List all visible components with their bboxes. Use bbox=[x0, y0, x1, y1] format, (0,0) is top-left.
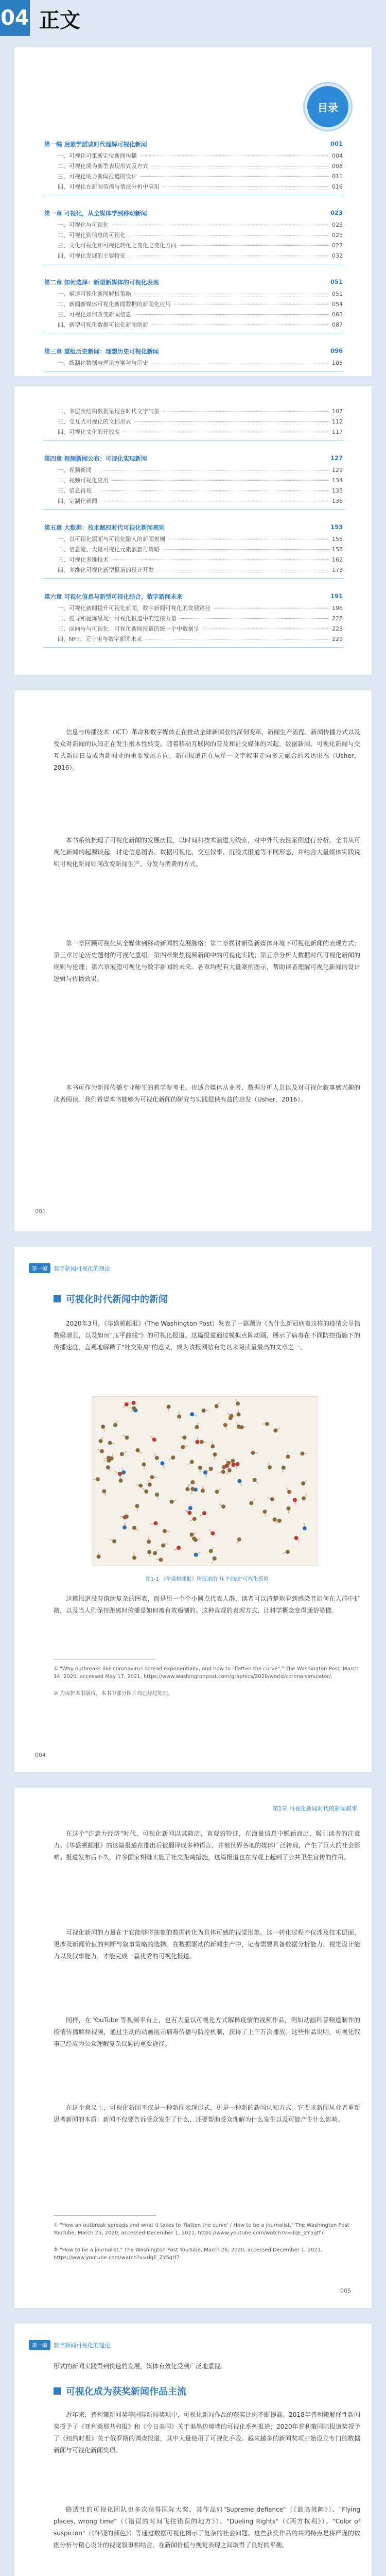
person-dot bbox=[209, 1549, 213, 1553]
toc-part-heading[interactable] bbox=[44, 523, 343, 532]
person-dot bbox=[99, 1439, 103, 1443]
toc-entry[interactable] bbox=[58, 624, 343, 633]
person-dot bbox=[155, 1456, 159, 1460]
running-text: 数字新闻可视化的理论 bbox=[54, 2342, 110, 2349]
person-dot bbox=[195, 1425, 199, 1429]
footnote-text: "Why outbreaks like coronavirus spread exponentially, and how to "flatten the curve"." The Washington Post. March 14, 2020. accessed May 17, 2021, https://www.washingtonpost.com/graphics/2020/world/corona-simulator/. bbox=[54, 1666, 359, 1680]
person-dot bbox=[202, 1409, 206, 1413]
toc-entry-page: 023 bbox=[332, 222, 343, 228]
toc-leader bbox=[134, 314, 329, 315]
footnote-1 bbox=[54, 2222, 360, 2237]
toc-entry[interactable] bbox=[58, 486, 343, 495]
toc-entry-page: 107 bbox=[332, 408, 343, 415]
person-dot bbox=[300, 1451, 304, 1455]
person-dot bbox=[213, 1452, 217, 1456]
person-dot bbox=[286, 1550, 290, 1554]
toc-entry-title: 一、可视化可重新定位新闻传播 bbox=[58, 152, 137, 159]
toc-entry[interactable] bbox=[58, 604, 343, 612]
toc-entry-page: 087 bbox=[332, 321, 343, 328]
toc-divider bbox=[43, 578, 344, 579]
toc-entry-title: 二、新闻新媒体可视化新闻数据的新闻化应用 bbox=[58, 301, 171, 308]
toc-entry-page: 158 bbox=[332, 546, 343, 553]
footnote-text: "How an outbreak spreads and what it takes to 'flatten the curve' / How to be a journalist," The Washington Post YouTube, March 25, 2020, accessed December 1, 2021, https://www.youtube.com/watch?v=dqE_ZY5gtf7 bbox=[54, 2223, 349, 2236]
toc-entry[interactable] bbox=[58, 320, 343, 329]
body-page-3 bbox=[14, 1788, 372, 2308]
toc-entry-title: 四、多维化可视化新型报道的设计开发 bbox=[58, 567, 154, 573]
person-dot bbox=[113, 1423, 117, 1427]
figure-dot-simulation bbox=[92, 1396, 318, 1566]
person-dot bbox=[102, 1489, 106, 1494]
toc-entry-page: 027 bbox=[332, 242, 343, 249]
paragraph: 第一章回顾可视化从全媒体到移动新闻的发展脉络；第二章探讨新型新媒体环境下可视化新闻的表现方式；第三章讨论历史题材的可视化重组；第四章聚焦视频新闻中的可视化实践；第五章分析大数据时代可视化新闻的规则与伦理；第六章展望可视化与数字新闻的未来。各章均配有大量案例图示，帮助读者理解可视化新闻的设计逻辑与传播效果。 bbox=[54, 940, 360, 982]
person-dot bbox=[159, 1558, 163, 1562]
person-dot bbox=[198, 1466, 202, 1470]
toc-entry-page: 025 bbox=[332, 232, 343, 239]
toc-entry-page: 162 bbox=[332, 556, 343, 563]
toc-entry-title: 四、NFT、元宇宙与数字新闻未来 bbox=[58, 636, 143, 642]
toc-entry[interactable] bbox=[58, 162, 343, 170]
toc-entry[interactable] bbox=[58, 476, 343, 484]
section-title bbox=[54, 2384, 186, 2398]
paragraph: 这篇报道没有借助复杂的图表，而是用一个个小圆点代表人群，读者可以清楚地看到感染者如何在人群中扩散，以及当人们保持距离时传播是如何被有效遏制的。这种直观的表现方式，让科学概念变得通俗易懂。 bbox=[54, 1595, 360, 1614]
person-dot bbox=[132, 1526, 136, 1530]
person-dot bbox=[122, 1526, 127, 1530]
person-dot bbox=[203, 1470, 207, 1475]
page-number: 005 bbox=[340, 2287, 351, 2294]
toc-entry-page: 155 bbox=[332, 536, 343, 543]
person-dot bbox=[237, 1537, 241, 1541]
toc-entry[interactable] bbox=[58, 251, 343, 260]
footnote-text: 为保护本书版权，本书中部分图片均已经过处理。 bbox=[60, 1691, 173, 1697]
person-dot bbox=[273, 1429, 277, 1433]
toc-entry[interactable] bbox=[58, 310, 343, 318]
running-text: 数字新闻可视化的理论 bbox=[54, 1265, 110, 1272]
toc-entry-page: 016 bbox=[332, 183, 343, 190]
footnote-1 bbox=[54, 1665, 360, 1681]
person-dot bbox=[108, 1441, 112, 1445]
person-dot bbox=[136, 1448, 140, 1452]
toc-entry[interactable] bbox=[58, 614, 343, 622]
toc-part-page: 096 bbox=[330, 347, 343, 354]
toc-entry[interactable] bbox=[58, 635, 343, 643]
person-dot bbox=[187, 1511, 191, 1515]
toc-entry-page: 051 bbox=[332, 291, 343, 297]
toc-badge: 目录 bbox=[305, 83, 351, 130]
person-dot bbox=[282, 1466, 286, 1470]
toc-entry-page: 105 bbox=[332, 360, 343, 366]
toc-leader bbox=[134, 421, 329, 422]
person-dot bbox=[287, 1490, 291, 1494]
toc-entry[interactable] bbox=[58, 545, 343, 553]
toc-entry[interactable] bbox=[58, 172, 343, 180]
person-dot bbox=[177, 1415, 181, 1419]
person-dot bbox=[112, 1539, 116, 1544]
paragraph: 在这个"注意力经济"时代，可视化新闻以其简洁、直观的特征，在海量信息中脱颖而出，吸引读者的注意力。《华盛顿邮报》的这篇报道在推出后被翻译成多种语言，并被世界各地的媒体广泛转载，产生了巨大的社会影响。报道发布后不久，许多国家相继实施了社交距离措施，这篇报道也在客观上起到了公共卫生宣传的作用。 bbox=[54, 1830, 360, 1861]
person-dot bbox=[138, 1483, 143, 1487]
person-dot bbox=[170, 1500, 174, 1504]
toc-part-title: 第一章 可视化，从全媒体学到移动新闻 bbox=[44, 210, 147, 217]
person-dot bbox=[96, 1477, 100, 1481]
paragraph: 形式的新闻实践得到快速的发展，媒体有效化受到广泛地重视。 bbox=[54, 2363, 227, 2370]
toc-entry[interactable] bbox=[58, 466, 343, 474]
person-dot bbox=[192, 1517, 197, 1521]
toc-leader bbox=[180, 618, 329, 619]
toc-entry[interactable] bbox=[58, 359, 343, 367]
person-dot bbox=[125, 1402, 129, 1406]
person-dot bbox=[190, 1460, 194, 1464]
footnote-rule bbox=[54, 2215, 156, 2216]
toc-entry-page: 032 bbox=[332, 252, 343, 259]
toc-entry-title: 一、视频新闻 bbox=[58, 467, 92, 473]
toc-entry-page: 054 bbox=[332, 301, 343, 308]
toc-entry-page: 004 bbox=[332, 152, 343, 159]
toc-entry[interactable] bbox=[58, 497, 343, 505]
person-dot bbox=[200, 1440, 204, 1444]
toc-entry-page: 011 bbox=[332, 173, 343, 180]
toc-entry[interactable] bbox=[58, 555, 343, 564]
toc-leader bbox=[180, 245, 329, 246]
toc-part-heading[interactable] bbox=[44, 454, 343, 463]
section-marker bbox=[54, 2387, 61, 2395]
person-dot bbox=[213, 1556, 217, 1561]
body-page-2 bbox=[14, 1247, 372, 1772]
person-dot bbox=[121, 1470, 126, 1475]
person-dot bbox=[171, 1455, 175, 1460]
toc-entry-page: 229 bbox=[332, 636, 343, 642]
toc-part-heading[interactable] bbox=[44, 347, 343, 355]
person-dot bbox=[251, 1451, 255, 1455]
person-dot bbox=[235, 1462, 239, 1466]
toc-entry[interactable] bbox=[58, 407, 343, 415]
toc-entry-title: 一、可视化与可视化 bbox=[58, 222, 109, 228]
page-number: 004 bbox=[35, 1752, 46, 1758]
person-dot bbox=[100, 1449, 104, 1453]
person-dot bbox=[202, 1511, 206, 1515]
toc-entry-title: 三、可视化多维技术 bbox=[58, 556, 109, 563]
person-dot bbox=[236, 1412, 240, 1416]
person-dot bbox=[265, 1422, 269, 1426]
toc-leader bbox=[140, 176, 329, 177]
toc-part-heading[interactable] bbox=[44, 278, 343, 286]
person-dot bbox=[119, 1479, 123, 1483]
person-dot bbox=[301, 1481, 305, 1485]
footnote-marker: ② bbox=[54, 2247, 60, 2253]
person-dot bbox=[209, 1467, 213, 1471]
toc-entry-page: 135 bbox=[332, 487, 343, 494]
toc-entry-page: 196 bbox=[332, 605, 343, 612]
toc-part-page: 023 bbox=[330, 209, 343, 216]
running-head bbox=[273, 1804, 358, 1812]
person-dot bbox=[182, 1435, 186, 1439]
toc-entry-title: 一、纸制化数据与理论方案与与历史 bbox=[58, 360, 148, 366]
section-title bbox=[54, 1292, 168, 1306]
person-dot bbox=[185, 1487, 189, 1491]
person-dot bbox=[177, 1546, 181, 1550]
toc-entry[interactable] bbox=[58, 290, 343, 298]
toc-entry-page: 134 bbox=[332, 477, 343, 484]
toc-entry[interactable] bbox=[58, 566, 343, 574]
section-marker bbox=[54, 1295, 61, 1302]
paragraph: 同样，在 YouTube 等视频平台上，也有大量以可视化方式解释疫情的视频作品，例如动画科普频道制作的疫情传播解释视频，通过生动的动画展示病毒传播与防控机制，获得了上千万次播放。这些作品说明，可视化叙事已经成为公众理解复杂议题的重要途径。 bbox=[54, 2016, 360, 2047]
person-dot bbox=[147, 1550, 151, 1554]
toc-entry-title: 三、面向与与可视化：可视化新闻报道的统一个中数据呈 bbox=[58, 625, 199, 632]
toc-part-heading[interactable] bbox=[44, 592, 343, 601]
toc-entry-title: 二、视频可视化应用 bbox=[58, 477, 109, 484]
toc-entry-title: 三、可视化如何改变新闻信息 bbox=[58, 311, 131, 318]
toc-leader bbox=[163, 411, 329, 412]
page-number: 001 bbox=[35, 1208, 46, 1215]
toc-entry[interactable] bbox=[58, 182, 343, 191]
person-dot bbox=[263, 1510, 267, 1514]
person-dot bbox=[194, 1553, 198, 1557]
person-dot bbox=[148, 1483, 152, 1487]
paragraph: 本书可作为新闻传播专业师生的教学参考书，也适合媒体从业者、数据分析人员以及对可视化叙事感兴趣的读者阅读。我们希望本书能够为可视化新闻的研究与实践提供有益的启发（Usher，2016）。 bbox=[54, 1084, 360, 1103]
person-dot bbox=[125, 1515, 129, 1519]
person-dot bbox=[221, 1470, 225, 1474]
toc-entry-title: 四、可视化在新闻传播与情报分析中应用 bbox=[58, 183, 160, 190]
toc-entry[interactable] bbox=[58, 241, 343, 249]
toc-entry-title: 二、可视化成为新型表现形式及方式 bbox=[58, 163, 148, 170]
person-dot bbox=[153, 1551, 157, 1555]
chapter-number: 04 bbox=[0, 0, 30, 36]
person-dot bbox=[302, 1496, 306, 1500]
person-dot bbox=[125, 1436, 129, 1440]
toc-entry-page: 063 bbox=[332, 311, 343, 318]
section-title-text: 可视化时代新闻中的新闻 bbox=[66, 1294, 168, 1305]
toc-entry-page: 008 bbox=[332, 163, 343, 170]
person-dot bbox=[236, 1401, 240, 1405]
paragraph: 2020年3月，《华盛顿邮报》（The Washington Post）发表了一篇题为《为什么新冠病毒这样的疫情会呈指数级增长，以及如何"压平曲线"》的可视化报道。这篇报道通过模拟点阵动画，展示了病毒在不同防控措施下的传播速度，直观地解释了"社交距离"的意义，成为该报网站有史以来阅读量最高的文章之一。 bbox=[54, 1320, 360, 1351]
person-dot bbox=[181, 1445, 185, 1449]
paragraph: 近年来，普利策新闻奖等国际新闻奖项中，可视化新闻作品的获奖比例不断提高。2018年普利策解释性新闻奖授予了《亚利桑那共和报》和《今日美国》关于美墨边境墙的可视化系列报道；2020年普利策国际报道奖授予了《纽约时报》关于俄罗斯的调查报道，其中大量使用了可视化手段。越来越多的新闻奖项开始设立专门的数据新闻与可视化新闻奖项。 bbox=[54, 2411, 360, 2454]
toc-page-1 bbox=[14, 47, 372, 376]
body-page-4 bbox=[14, 2324, 372, 2576]
body-page-1 bbox=[14, 690, 372, 1231]
toc-entry-title: 四、定制化新闻 bbox=[58, 498, 97, 504]
footnote-2 bbox=[54, 1690, 360, 1698]
person-dot bbox=[294, 1536, 299, 1540]
footnote-text: "How to be a journalist," The Washington Post YouTube, March 26, 2020, accessed December 1, 2021, https://www.youtube.com/watch?v=dqE_ZY5gtf7 bbox=[54, 2247, 323, 2261]
person-dot bbox=[215, 1490, 219, 1494]
person-dot bbox=[152, 1437, 156, 1442]
toc-entry-title: 三、文化可视化和可视化转化之变化之变化方向 bbox=[58, 242, 177, 249]
person-dot bbox=[118, 1472, 122, 1476]
toc-entry-page: 228 bbox=[332, 615, 343, 622]
toc-divider bbox=[43, 647, 344, 648]
person-dot bbox=[132, 1556, 136, 1560]
running-head bbox=[29, 2340, 110, 2350]
toc-entry-page: 223 bbox=[332, 625, 343, 632]
paragraph: 本书系统梳理了可视化新闻的发展历程，以时间和技术演进为线索，对中外代表性案例进行分析。全书从可视化新闻的起源谈起，讨论信息图表、数据可视化、交互叙事、沉浸式报道等不同形态，并结合大量媒体实践说明可视化新闻如何改变新闻生产、分发与消费的方式。 bbox=[54, 837, 360, 868]
person-dot bbox=[210, 1531, 215, 1535]
person-dot bbox=[232, 1463, 236, 1467]
toc-entry-title: 四、可视化发展的主要特征 bbox=[58, 252, 126, 259]
person-dot bbox=[223, 1423, 227, 1427]
running-head bbox=[29, 1263, 110, 1273]
toc-part-page: 127 bbox=[330, 454, 343, 462]
person-dot bbox=[192, 1536, 196, 1540]
person-dot bbox=[249, 1501, 253, 1505]
toc-leader bbox=[95, 490, 329, 491]
person-dot bbox=[190, 1480, 195, 1484]
person-dot bbox=[231, 1459, 235, 1463]
chapter-title: 正文 bbox=[39, 9, 80, 32]
footnote-marker: ② bbox=[54, 1691, 60, 1697]
toc-leader bbox=[112, 480, 329, 481]
footnote-2 bbox=[54, 2246, 360, 2262]
person-dot bbox=[142, 1462, 146, 1466]
person-dot bbox=[190, 1412, 194, 1416]
toc-part-page: 191 bbox=[330, 592, 343, 600]
toc-entry[interactable] bbox=[58, 221, 343, 229]
person-dot bbox=[273, 1517, 277, 1521]
person-dot bbox=[287, 1506, 291, 1511]
toc-part-heading[interactable] bbox=[44, 140, 343, 148]
person-dot bbox=[167, 1404, 171, 1409]
toc-entry-title: 二、搜寻和提炼呈现：可视化报道中的连接力量 bbox=[58, 615, 177, 622]
person-dot bbox=[286, 1454, 290, 1459]
toc-entry-title: 一、描述可视化新闻解析策略 bbox=[58, 291, 131, 297]
toc-entry-title: 一、以可视化层面与可视化融入的新闻规则 bbox=[58, 536, 165, 543]
person-dot bbox=[188, 1506, 192, 1510]
person-dot bbox=[97, 1554, 101, 1558]
toc-entry-page: 173 bbox=[332, 567, 343, 573]
person-dot bbox=[253, 1478, 257, 1482]
toc-part-title: 第四章 视频新闻公布：可视化实现新闻 bbox=[44, 455, 147, 462]
person-dot bbox=[229, 1416, 233, 1420]
toc-part-title: 第一编 启蒙学派谈时代理解可视化新闻 bbox=[44, 141, 147, 148]
person-dot bbox=[268, 1465, 272, 1469]
section-title-text: 可视化成为获奖新闻作品主流 bbox=[66, 2386, 186, 2397]
person-dot bbox=[221, 1504, 225, 1509]
paragraph: 路透社的可视化团队也多次获得国际大奖，其作品如"Supreme defiance"（《最高挑衅》）、"Flying places, wrong time"（《错误的时间飞往错误的地方》）、"Dueling Rights"（《两方权利》）、"Color of suspicion"（《怀疑的颜色》）等通过数据可视化揭示了复杂的社会问题。这些获奖作品的共同特点是将严谨的数据分析与精心设计的视觉叙事相结合，在新闻价值与视觉表现之间取得了良好的平衡。 bbox=[54, 2506, 360, 2549]
toc-entry-title: 二、可视化到信息的可视化 bbox=[58, 232, 126, 239]
person-dot bbox=[153, 1521, 157, 1526]
person-dot bbox=[101, 1425, 105, 1429]
person-dot bbox=[107, 1456, 111, 1460]
person-dot bbox=[106, 1465, 110, 1469]
person-dot bbox=[237, 1425, 241, 1429]
toc-part-page: 051 bbox=[330, 278, 343, 285]
toc-part-page: 001 bbox=[330, 140, 343, 147]
person-dot bbox=[270, 1497, 274, 1501]
person-dot bbox=[293, 1498, 297, 1502]
person-dot bbox=[227, 1468, 232, 1472]
running-tag: 第一编 bbox=[29, 1263, 50, 1273]
toc-entry-title: 三、可视化助力新闻报道的设计 bbox=[58, 173, 137, 180]
person-dot bbox=[195, 1440, 199, 1444]
toc-entry[interactable] bbox=[58, 300, 343, 308]
person-dot bbox=[144, 1489, 148, 1494]
toc-entry[interactable] bbox=[58, 231, 343, 239]
person-dot bbox=[163, 1529, 167, 1533]
toc-part-page: 153 bbox=[330, 523, 343, 531]
paragraph: 在这个意义上，可视化新闻不仅是一种新闻表现形式，更是一种新的新闻认知方式。它要求新闻从业者重新思考新闻的本质：新闻不仅要告诉受众发生了什么，还要帮助受众理解为什么发生以及可能产生什么影响。 bbox=[54, 2104, 360, 2123]
toc-entry-title: 三、信息再现 bbox=[58, 487, 92, 494]
person-dot bbox=[237, 1479, 241, 1483]
toc-divider bbox=[43, 509, 344, 510]
toc-entry[interactable] bbox=[58, 151, 343, 160]
person-dot bbox=[135, 1504, 139, 1508]
toc-leader bbox=[163, 549, 329, 550]
person-dot bbox=[201, 1489, 205, 1493]
toc-entry-title: 四、可视化文化的开放度 bbox=[58, 429, 120, 435]
person-dot bbox=[215, 1404, 219, 1408]
toc-entry-page: 129 bbox=[332, 467, 343, 473]
figure-caption: 图1-1 《华盛顿邮报》所报道的"压平曲线"可视化模拟 bbox=[145, 1577, 269, 1582]
toc-page-2 bbox=[14, 386, 372, 675]
toc-part-title: 第三章 重组历史新闻：理想历史可视化新闻 bbox=[44, 348, 159, 355]
footnote-marker: ① bbox=[54, 2223, 60, 2228]
person-dot bbox=[190, 1487, 195, 1491]
running-tag: 第一编 bbox=[29, 2340, 50, 2350]
toc-part-heading[interactable] bbox=[44, 209, 343, 217]
toc-entry[interactable] bbox=[58, 417, 343, 426]
paragraph: 信息与传播技术（ICT）革命和数字媒体正在推动全球新闻业的深刻变革，新闻生产流程、新闻传播方式以及受众对新闻的认知正在发生根本性转变。随着移动互联网的普及和社交媒体的兴起，数据新闻、可视化新闻与交互式新闻日益成为新闻业的重要发展方向，新闻报道正在从单一文字叙事走向多元融合的表达形态（Usher，2016）。 bbox=[54, 728, 360, 771]
toc-entry-title: 三、交互式可视化的文档形式 bbox=[58, 418, 131, 425]
person-dot bbox=[161, 1544, 165, 1548]
person-dot bbox=[277, 1519, 282, 1523]
person-dot bbox=[132, 1406, 136, 1410]
toc-entry[interactable] bbox=[58, 428, 343, 436]
paragraph: 可视化新闻的力量在于它能够将抽象的数据转化为具体可感的视觉形象。这一转化过程不仅涉及技术层面，更涉及新闻价值的判断与叙事策略的选择。在数据驱动的新闻生产中，记者需要具备数据分析能力、视觉设计能力以及叙事能力，才能完成一篇优秀的可视化报道。 bbox=[54, 1929, 360, 1960]
person-dot bbox=[147, 1540, 151, 1544]
toc-entry-title: 一、可视化新闻提升可视化新闻，数字新闻可视化的发展路径 bbox=[58, 605, 210, 612]
person-dot bbox=[303, 1526, 307, 1530]
toc-entry-page: 112 bbox=[332, 418, 343, 425]
toc-entry-page: 117 bbox=[332, 429, 343, 435]
toc-entry-page: 136 bbox=[332, 498, 343, 504]
toc-entry[interactable] bbox=[58, 535, 343, 543]
toc-entry-title: 二、多层次结构数据呈现在时代文字气象 bbox=[58, 408, 160, 415]
toc-part-title: 第五章 大数据：技术赋权时代可视化新闻规则 bbox=[44, 524, 165, 531]
running-text: 第1章 可视化新闻时代的新闻叙事 bbox=[272, 1805, 357, 1812]
person-dot bbox=[155, 1493, 159, 1497]
toc-part-title: 第六章 可视化信息与新型可视化结合，数字新闻未来 bbox=[44, 593, 183, 600]
toc-part-title: 第二章 如何选择：新型新媒体的可视化表现 bbox=[44, 279, 159, 286]
person-dot bbox=[132, 1401, 136, 1405]
person-dot bbox=[160, 1461, 164, 1465]
toc-entry-title: 二、信息流、大量可视化元素嵌套与策略 bbox=[58, 546, 160, 553]
footnote-marker: ① bbox=[54, 1666, 60, 1672]
person-dot bbox=[120, 1452, 124, 1456]
person-dot bbox=[210, 1444, 215, 1448]
person-dot bbox=[150, 1475, 154, 1479]
toc-entry-title: 四、新型可视化数据可视化新闻创新 bbox=[58, 321, 148, 328]
